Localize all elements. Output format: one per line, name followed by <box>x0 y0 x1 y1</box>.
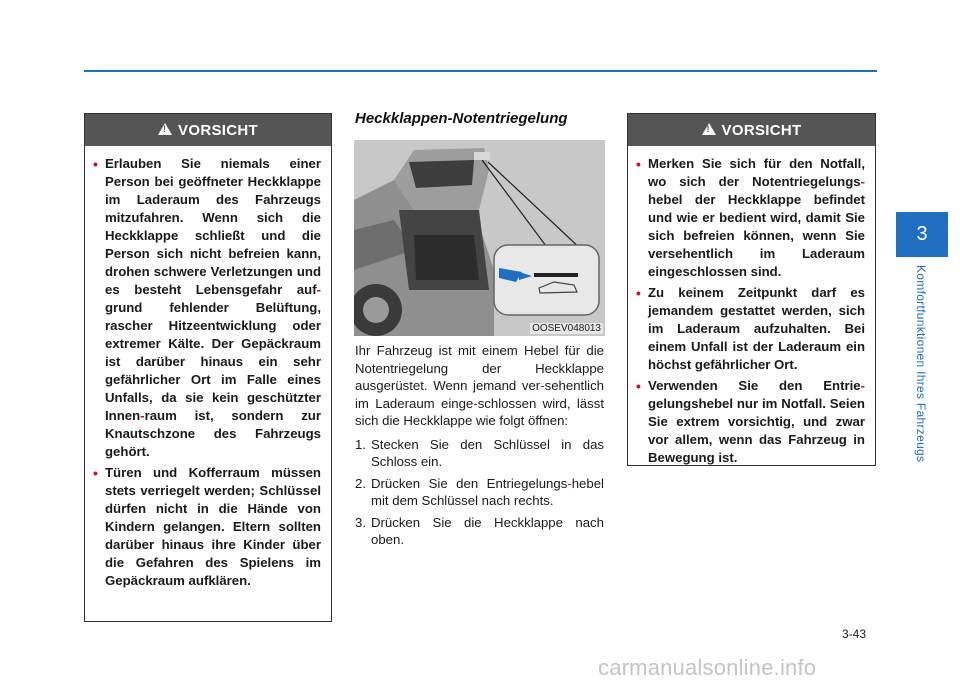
right-caution-box <box>627 113 876 466</box>
step-item: 1. Stecken Sie den Schlüssel in das Schloss ein. <box>355 436 604 469</box>
caution-header <box>85 114 331 146</box>
warning-triangle-icon <box>158 123 172 135</box>
chapter-number-tab: 3 <box>896 212 948 257</box>
tailgate-illustration <box>354 140 605 336</box>
image-code-label: OOSEV048013 <box>532 323 601 334</box>
step-item: 3. Drücken Sie die Heckklappe nach oben. <box>355 514 604 547</box>
watermark: carmanualsonline.info <box>598 655 817 680</box>
chapter-title: Komfortfunktionen Ihres Fahrzeugs <box>914 265 928 463</box>
section-title: Heckklappen-Notentriegelung <box>355 110 568 127</box>
instruction-text <box>355 342 604 553</box>
caution-item: • Zu keinem Zeitpunkt darf es jemandem gestattet werden, sich im Laderaum aufzuhalten. Bei einem Unfall ist der Laderaum ein höchst gefährlicher Ort. <box>638 284 865 374</box>
intro-paragraph: Ihr Fahrzeug ist mit einem Hebel für die Notentriegelung der Heckklappe ausgerüstet. Wenn jemand ver-sehentlich im Laderaum einge-schlossen wird, lässt sich die Heckklappe wie folgt öffnen: <box>355 343 604 428</box>
top-divider <box>84 70 877 72</box>
left-caution-box <box>84 113 332 622</box>
caution-item: • Merken Sie sich für den Notfall, wo sich der Notentriegelungs-hebel der Heckklappe befindet und wie er bedient wird, damit Sie sich befreien können, wenn Sie versehentlich im Laderaum eingeschlossen sind. <box>638 155 865 281</box>
caution-item: • Erlauben Sie niemals einer Person bei geöffneter Heckklappe im Laderaum des Fahrzeugs mitzufahren. Wenn sich die Heckklappe schließt und die Person sich nicht befreien kann, drohen schwere Verletzungen und es besteht Lebensgefahr auf-grund fehlender Belüftung, rascher Hitzeentwicklung oder extremer Kälte. Der Gepäckraum ist darüber hinaus ein sehr gefährlicher Ort im Falle eines Unfalls, da sie kein geschützter Innen-raum ist, sondern zur Knautschzone des Fahrzeugs gehört. <box>95 155 321 461</box>
car-tailgate-drawing <box>354 140 605 336</box>
step-item: 2. Drücken Sie den Entriegelungs-hebel mit dem Schlüssel nach rechts. <box>355 475 604 508</box>
page-number: 3-43 <box>842 627 867 641</box>
caution-header-label: VORSICHT <box>721 121 802 139</box>
caution-header <box>628 114 875 146</box>
caution-header-label: VORSICHT <box>178 121 258 139</box>
caution-item: • Türen und Kofferraum müssen stets verriegelt werden; Schlüssel dürfen nicht in die Hände von Kindern gelangen. Eltern sollten darüber hinaus ihre Kinder über die Gefahren des Spielens im Gepäckraum aufklären. <box>95 464 321 590</box>
warning-triangle-icon <box>702 123 716 135</box>
caution-item: • Verwenden Sie den Entrie-gelungshebel nur im Notfall. Seien Sie extrem vorsichtig, und zwar vor allem, wenn das Fahrzeug in Bewegung ist. <box>638 377 865 467</box>
